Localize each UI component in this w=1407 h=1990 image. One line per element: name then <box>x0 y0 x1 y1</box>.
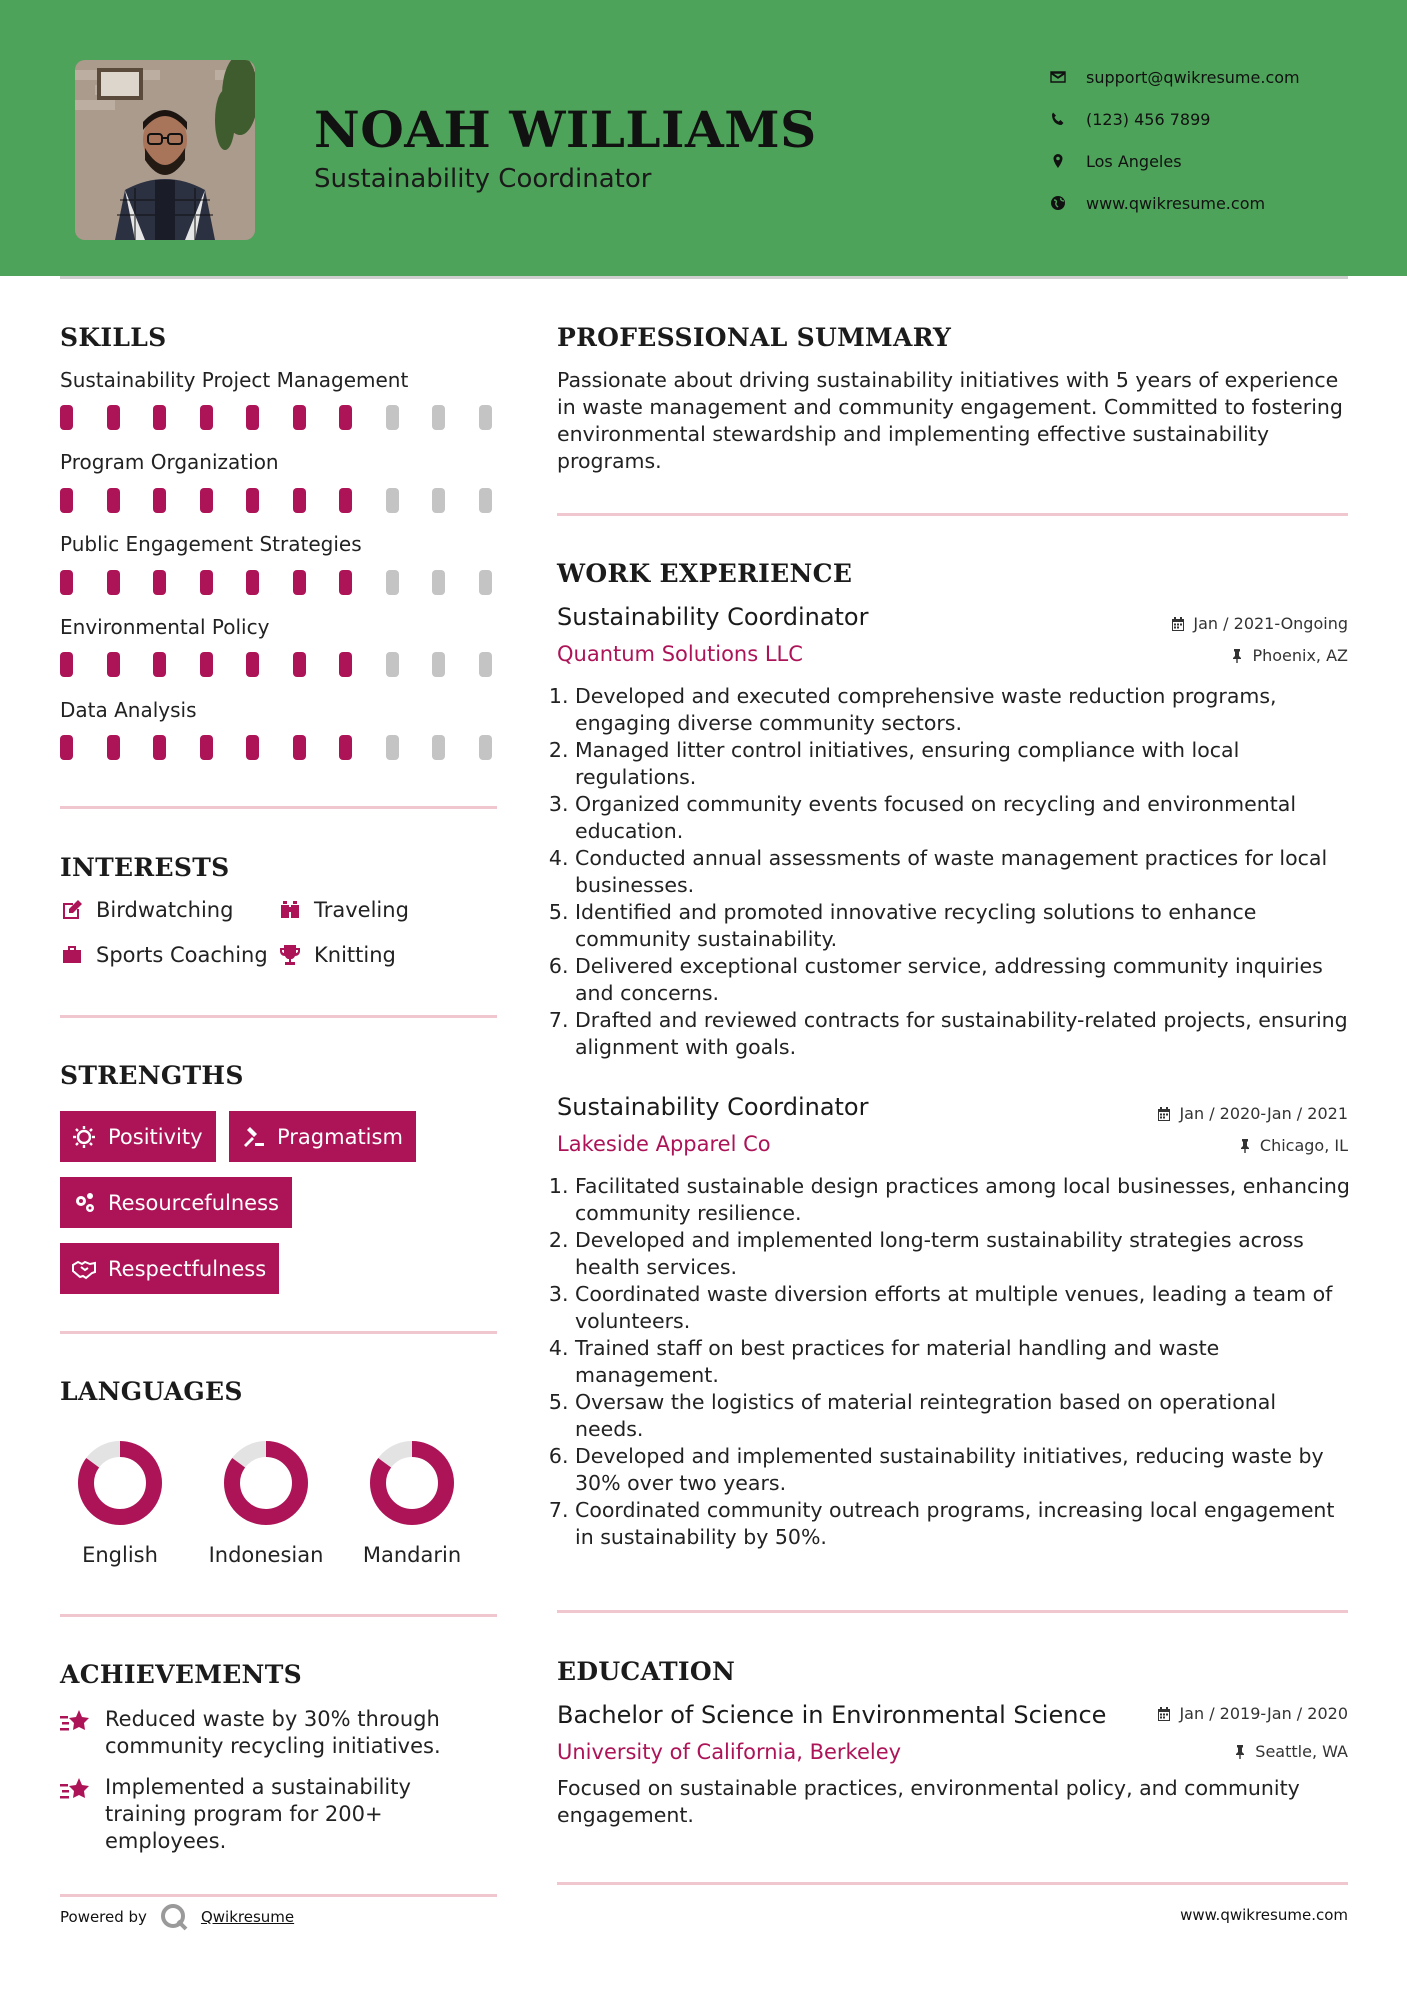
footer-website[interactable]: www.qwikresume.com <box>1180 1906 1348 1924</box>
powered-by-label: Powered by <box>60 1908 147 1926</box>
rating-pill-filled <box>60 488 73 513</box>
list-item: 5. Identified and promoted innovative recycling solutions to enhance community sustainability. <box>575 899 1350 953</box>
rating-pill-filled <box>200 570 213 595</box>
education-heading: EDUCATION <box>557 1657 736 1686</box>
job-dates-text: Jan / 2020-Jan / 2021 <box>1179 1104 1348 1123</box>
interest-label: Traveling <box>314 898 409 922</box>
list-item: 7. Drafted and reviewed contracts for sustainability-related projects, ensuring alignment with goals. <box>575 1007 1350 1061</box>
rating-pill-filled <box>107 570 120 595</box>
strength-label: Positivity <box>108 1124 203 1149</box>
list-item: 6. Delivered exceptional customer service, addressing community inquiries and concerns. <box>575 953 1350 1007</box>
language-proficiency-donut <box>369 1440 455 1526</box>
envelope-icon <box>1050 69 1086 85</box>
list-item: 2. Managed litter control initiatives, ensuring compliance with local regulations. <box>575 737 1350 791</box>
rating-pill-empty <box>432 570 445 595</box>
skill-name: Environmental Policy <box>60 615 270 639</box>
achievements-heading: ACHIEVEMENTS <box>60 1660 302 1689</box>
education-degree: Bachelor of Science in Environmental Science <box>557 1701 1107 1729</box>
list-item: 5. Oversaw the logistics of material reintegration based on operational needs. <box>575 1389 1350 1443</box>
education-dates <box>1156 1704 1348 1723</box>
map-marker-icon <box>1050 153 1086 169</box>
section-divider <box>60 1015 497 1018</box>
list-item: 4. Conducted annual assessments of waste management practices for local businesses. <box>575 845 1350 899</box>
calendar-icon <box>1156 1106 1172 1122</box>
strength-tag <box>60 1243 279 1294</box>
skill-name: Public Engagement Strategies <box>60 532 362 556</box>
skill-rating-bar <box>60 405 525 430</box>
experience-heading: WORK EXPERIENCE <box>557 559 853 588</box>
list-item: 1. Developed and executed comprehensive waste reduction programs, engaging diverse community sectors. <box>575 683 1350 737</box>
profile-photo-image <box>75 60 255 240</box>
star-icon <box>60 1708 92 1736</box>
languages-heading: LANGUAGES <box>60 1377 243 1406</box>
rating-pill-empty <box>479 488 492 513</box>
job-title: Sustainability Coordinator <box>557 1093 869 1121</box>
language-name: Mandarin <box>362 1543 462 1567</box>
rating-pill-empty <box>479 735 492 760</box>
gears-icon <box>72 1191 96 1215</box>
job-location <box>1237 1136 1348 1155</box>
rating-pill-filled <box>153 405 166 430</box>
rating-pill-filled <box>60 570 73 595</box>
section-divider <box>60 806 497 809</box>
skill-rating-bar <box>60 735 525 760</box>
rating-pill-empty <box>479 405 492 430</box>
job-company: Lakeside Apparel Co <box>557 1132 771 1156</box>
rating-pill-empty <box>432 652 445 677</box>
header-divider <box>60 276 1348 279</box>
strengths-heading: STRENGTHS <box>60 1061 244 1090</box>
language-name: Indonesian <box>208 1543 324 1567</box>
strength-label: Respectfulness <box>108 1256 267 1281</box>
globe-icon <box>1050 195 1086 211</box>
skill-name: Data Analysis <box>60 698 197 722</box>
rating-pill-filled <box>293 570 306 595</box>
phone-icon <box>1050 111 1086 127</box>
rating-pill-empty <box>386 735 399 760</box>
achievement-item <box>60 1774 500 1855</box>
profile-photo <box>75 60 255 240</box>
rating-pill-filled <box>339 405 352 430</box>
rating-pill-filled <box>293 652 306 677</box>
rating-pill-filled <box>293 735 306 760</box>
sun-icon <box>72 1125 96 1149</box>
job-dates <box>1156 1104 1348 1123</box>
job-responsibilities <box>550 1173 1350 1551</box>
rating-pill-filled <box>339 735 352 760</box>
rating-pill-filled <box>200 652 213 677</box>
rating-pill-empty <box>386 405 399 430</box>
contact-location-text: Los Angeles <box>1086 151 1182 171</box>
contact-phone <box>1050 98 1300 140</box>
interests-heading: INTERESTS <box>60 853 230 882</box>
strength-tag <box>60 1111 216 1162</box>
rating-pill-filled <box>293 488 306 513</box>
rating-pill-filled <box>246 488 259 513</box>
rating-pill-empty <box>432 405 445 430</box>
job-dates-text: Jan / 2021-Ongoing <box>1193 614 1348 633</box>
rating-pill-empty <box>479 652 492 677</box>
rating-pill-filled <box>60 652 73 677</box>
candidate-title: Sustainability Coordinator <box>314 164 652 194</box>
strength-tag <box>229 1111 416 1162</box>
section-divider <box>557 1882 1348 1885</box>
rating-pill-filled <box>60 405 73 430</box>
job-responsibilities <box>550 683 1350 1061</box>
handshake-icon <box>72 1257 96 1281</box>
skills-heading: SKILLS <box>60 323 167 352</box>
candidate-name: NOAH WILLIAMS <box>314 100 817 159</box>
education-location <box>1232 1742 1348 1761</box>
rating-pill-filled <box>60 735 73 760</box>
section-divider <box>557 513 1348 516</box>
pushpin-icon <box>1237 1138 1253 1154</box>
contact-website[interactable] <box>1050 182 1300 224</box>
qwikresume-logo-icon <box>159 1902 189 1932</box>
education-description: Focused on sustainable practices, environmental policy, and community engagement. <box>557 1776 1300 1827</box>
strength-label: Resourcefulness <box>108 1190 279 1215</box>
language-proficiency-donut <box>223 1440 309 1526</box>
rating-pill-empty <box>386 652 399 677</box>
education-school: University of California, Berkeley <box>557 1740 902 1764</box>
rating-pill-filled <box>200 735 213 760</box>
language-item <box>201 1440 331 1567</box>
rating-pill-empty <box>386 488 399 513</box>
job-company: Quantum Solutions LLC <box>557 642 803 666</box>
summary-text: Passionate about driving sustainability initiatives with 5 years of experience in waste management and community engagement. Committed to fostering environmental stewardship and implementing effective sustainability programs. <box>557 368 1343 473</box>
rating-pill-filled <box>246 735 259 760</box>
list-item: 3. Coordinated waste diversion efforts at multiple venues, leading a team of volunteers. <box>575 1281 1350 1335</box>
job-location-text: Chicago, IL <box>1259 1136 1348 1155</box>
binoculars-icon <box>278 898 302 922</box>
section-divider <box>60 1894 497 1897</box>
job-title: Sustainability Coordinator <box>557 603 869 631</box>
job-location-text: Phoenix, AZ <box>1252 646 1348 665</box>
contact-email-text: support@qwikresume.com <box>1086 67 1300 87</box>
interest-item <box>278 898 409 922</box>
rating-pill-filled <box>339 570 352 595</box>
contact-location <box>1050 140 1300 182</box>
rating-pill-filled <box>339 652 352 677</box>
briefcase-icon <box>60 943 84 967</box>
qwikresume-link[interactable]: Qwikresume <box>200 1908 295 1926</box>
skill-name: Program Organization <box>60 450 279 474</box>
contact-email[interactable] <box>1050 56 1300 98</box>
skill-rating-bar <box>60 652 525 677</box>
interest-item <box>60 943 268 967</box>
summary-heading: PROFESSIONAL SUMMARY <box>557 323 952 352</box>
header-banner <box>0 0 1407 276</box>
list-item: 6. Developed and implemented sustainability initiatives, reducing waste by 30% over two years. <box>575 1443 1350 1497</box>
rating-pill-filled <box>293 405 306 430</box>
language-item <box>55 1440 185 1567</box>
gavel-icon <box>241 1125 265 1149</box>
rating-pill-filled <box>153 735 166 760</box>
rating-pill-empty <box>386 570 399 595</box>
rating-pill-filled <box>246 652 259 677</box>
list-item: 3. Organized community events focused on recycling and environmental education. <box>575 791 1350 845</box>
list-item: 4. Trained staff on best practices for material handling and waste management. <box>575 1335 1350 1389</box>
list-item: 7. Coordinated community outreach programs, increasing local engagement in sustainability by 50%. <box>575 1497 1350 1551</box>
section-divider <box>60 1331 497 1334</box>
rating-pill-filled <box>107 652 120 677</box>
rating-pill-filled <box>246 570 259 595</box>
interest-label: Birdwatching <box>96 898 234 922</box>
achievement-text: Reduced waste by 30% through community recycling initiatives. <box>105 1707 441 1758</box>
education-location-text: Seattle, WA <box>1255 1742 1348 1761</box>
rating-pill-filled <box>200 488 213 513</box>
contact-website-text: www.qwikresume.com <box>1086 193 1266 213</box>
footer-powered-by <box>60 1902 294 1932</box>
language-item <box>347 1440 477 1567</box>
rating-pill-filled <box>153 488 166 513</box>
rating-pill-empty <box>432 735 445 760</box>
language-proficiency-donut <box>77 1440 163 1526</box>
calendar-icon <box>1156 1706 1172 1722</box>
education-dates-text: Jan / 2019-Jan / 2020 <box>1179 1704 1348 1723</box>
skill-name: Sustainability Project Management <box>60 368 409 392</box>
calendar-icon <box>1170 616 1186 632</box>
skill-rating-bar <box>60 570 525 595</box>
interest-label: Knitting <box>314 943 396 967</box>
contact-phone-text: (123) 456 7899 <box>1086 109 1211 129</box>
pushpin-icon <box>1232 1744 1248 1760</box>
skill-rating-bar <box>60 488 525 513</box>
interest-label: Sports Coaching <box>96 943 268 967</box>
star-icon <box>60 1776 92 1804</box>
rating-pill-filled <box>107 405 120 430</box>
rating-pill-empty <box>432 488 445 513</box>
section-divider <box>557 1610 1348 1613</box>
rating-pill-filled <box>153 570 166 595</box>
job-location <box>1229 646 1348 665</box>
rating-pill-filled <box>246 405 259 430</box>
language-name: English <box>82 1543 158 1567</box>
rating-pill-filled <box>339 488 352 513</box>
interest-item <box>60 898 233 922</box>
trophy-icon <box>278 943 302 967</box>
rating-pill-filled <box>107 735 120 760</box>
pushpin-icon <box>1229 648 1245 664</box>
rating-pill-filled <box>200 405 213 430</box>
contact-info <box>1050 56 1300 224</box>
job-dates <box>1170 614 1348 633</box>
strength-label: Pragmatism <box>277 1124 403 1149</box>
rating-pill-filled <box>153 652 166 677</box>
achievement-item <box>60 1706 500 1760</box>
section-divider <box>60 1614 497 1617</box>
edit-icon <box>60 898 84 922</box>
strength-tag <box>60 1177 292 1228</box>
achievement-text: Implemented a sustainability training program for 200+ employees. <box>105 1775 411 1853</box>
interest-item <box>278 943 396 967</box>
rating-pill-empty <box>479 570 492 595</box>
list-item: 2. Developed and implemented long-term sustainability strategies across health services. <box>575 1227 1350 1281</box>
list-item: 1. Facilitated sustainable design practices among local businesses, enhancing community resilience. <box>575 1173 1350 1227</box>
rating-pill-filled <box>107 488 120 513</box>
